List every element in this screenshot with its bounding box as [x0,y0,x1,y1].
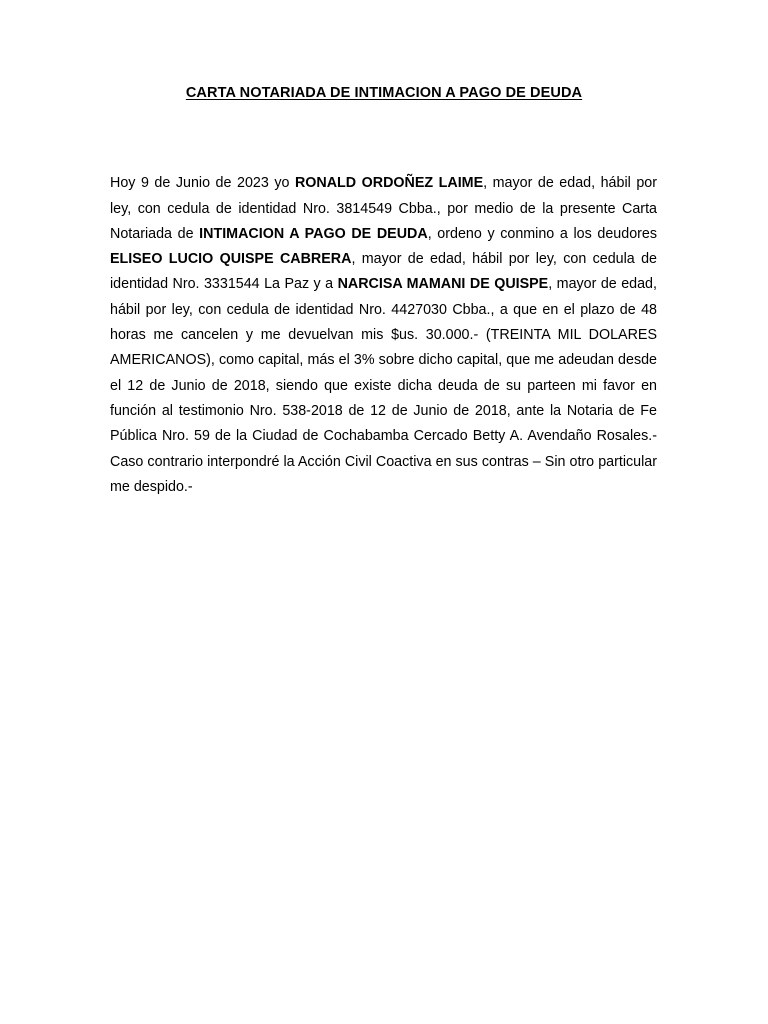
debtor-name-2: NARCISA MAMANI DE QUISPE [337,276,549,293]
body-text-3: , ordeno y conmino a los deudores [427,225,658,242]
document-title: CARTA NOTARIADA DE INTIMACION A PAGO DE DEUDA [185,85,583,101]
creditor-name: RONALD ORDOÑEZ LAIME [294,175,484,192]
body-text-4: , mayor de edad, hábil por ley, con cedula de identidad Nro. 3331544 La Paz y a [110,251,657,293]
debtor-name-1: ELISEO LUCIO QUISPE CABRERA [110,251,352,268]
body-text-1: Hoy 9 de Junio de 2023 yo [110,175,295,192]
body-text-5: , mayor de edad, hábil por ley, con cedula de identidad Nro. 4427030 Cbba., a que en el plazo de 48 horas me cancelen y me devuelvan mis $us. 30.000.- (TREINTA MIL DOLARES AMERICANOS), como capital, más el 3% sobre dicho capital, que me adeudan desde el 12 de Junio de 2018, siendo que existe dicha deuda de su parteen mi favor en función al testimonio Nro. 538-2018 de 12 de Junio de 2018, ante la Notaria de Fe Pública Nro. 59 de la Ciudad de Cochabamba Cercado Betty A. Avendaño Rosales.- Caso contrario interpondré la Acción Civil Coactiva en sus contras – Sin otro particular me despido.- [110,276,657,495]
body-text-2: , mayor de edad, hábil por ley, con cedula de identidad Nro. 3814549 Cbba., por medio de la presente Carta Notariada de [110,175,657,242]
letter-subject: INTIMACION A PAGO DE DEUDA [199,225,428,242]
letter-body [110,171,657,500]
